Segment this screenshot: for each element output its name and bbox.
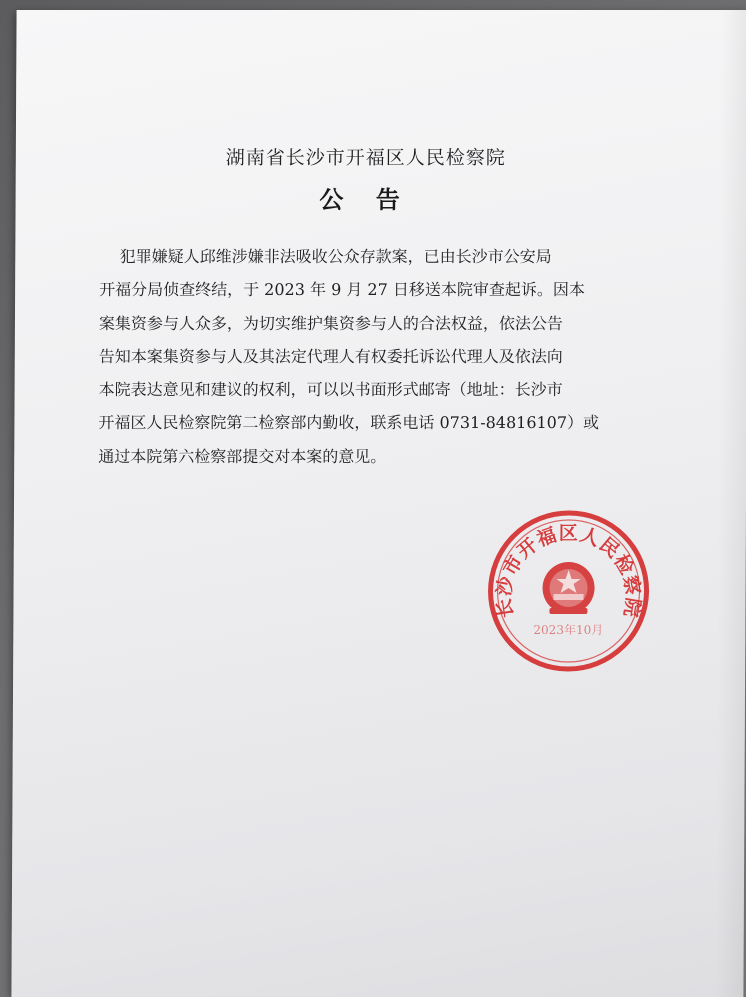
official-seal <box>485 508 652 674</box>
seal-date-text: 2023年10月 <box>533 623 604 637</box>
document-page <box>11 10 746 997</box>
body-line: 开福分局侦查终结，于 2023 年 9 月 27 日移送本院审查起诉。因本 <box>99 280 585 300</box>
institution-name: 湖南省长沙市开福区人民检察院 <box>225 147 506 169</box>
seal-arc-text: 长沙市开福区人民检察院 <box>492 522 645 620</box>
body-line: 本院表达意见和建议的权利，可以以书面形式邮寄（地址：长沙市 <box>98 380 563 400</box>
national-emblem-icon <box>542 562 594 614</box>
body-line: 犯罪嫌疑人邱维涉嫌非法吸收公众存款案，已由长沙市公安局 <box>99 247 552 266</box>
paper-edge-shadow <box>715 10 746 997</box>
body-line: 案集资参与人众多，为切实维护集资参与人的合法权益，依法公告 <box>98 313 564 333</box>
body-line: 开福区人民检察院第二检察部内勤收，联系电话 0731-84816107）或 <box>98 413 600 433</box>
notice-body <box>98 240 639 473</box>
notice-title: 公 告 <box>319 185 412 214</box>
body-line: 通过本院第六检察部提交对本案的意见。 <box>98 446 387 466</box>
body-line: 告知本案集资参与人及其法定代理人有权委托诉讼代理人及依法向 <box>98 346 563 366</box>
